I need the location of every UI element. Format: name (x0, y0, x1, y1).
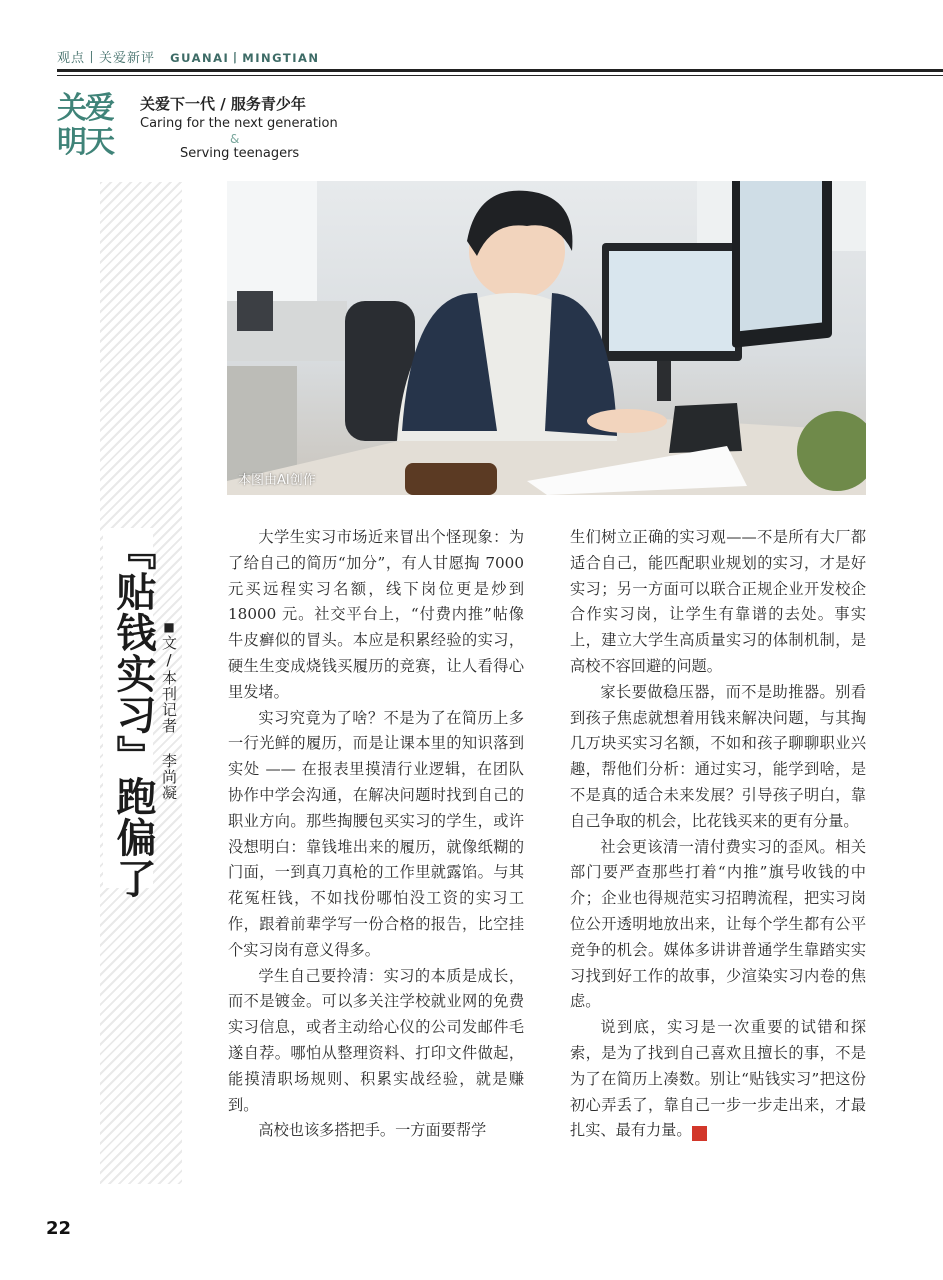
paragraph-continued: 生们树立正确的实习观——不是所有大厂都适合自己，能匹配职业规划的实习，才是好实习；另一方面可以联合正规企业开发校企合作实习岗，让学生有靠谱的去处。事实上，建立大学生高质量实习的体制机制，是高校不容回避的问题。 (570, 528, 866, 675)
section-header (57, 47, 320, 66)
magazine-logo (57, 92, 121, 160)
header-rule (57, 69, 943, 72)
slogan (140, 94, 338, 162)
office-illustration (227, 181, 866, 495)
illustration-photo (227, 181, 866, 495)
section-label-en: GUANAI丨MINGTIAN (170, 51, 320, 65)
logo-line-2: 明天 (57, 125, 113, 160)
byline-mark: ■ (162, 620, 176, 635)
slogan-cn: 关爱下一代 / 服务青少年 (140, 95, 306, 113)
slogan-en-2: Serving teenagers (180, 146, 300, 161)
paragraph: 社会更该清一清付费实习的歪风。相关部门要严查那些打着“内推”旗号收钱的中介；企业也得规范实习招聘流程，把实习岗位公开透明地放出来，让每个学生都有公平竞争的机会。媒体多讲讲普通学生靠踏实实习找到好工作的故事，少渲染实习内卷的焦虑。 (570, 837, 866, 1011)
photo-caption: 本图由AI创作 (238, 473, 316, 488)
paragraph: 大学生实习市场近来冒出个怪现象：为了给自己的简历“加分”，有人甘愿掏 7000 元买远程实习名额，线下岗位更是炒到 18000 元。社交平台上，“付费内推”帖像牛皮癣似的冒头。本应是积累经验的实习，硬生生变成烧钱买履历的竞赛，让人看得心里发堵。 (228, 528, 524, 701)
paragraph: 实习究竟为了啥？不是为了在简历上多一行光鲜的履历，而是让课本里的知识落到实处 —— 在报表里摸清行业逻辑，在团队协作中学会沟通，在解决问题时找到自己的职业方向。那些掏腰包买实习的学生，或许没想明白：靠钱堆出来的履历，就像纸糊的门面，一到真刀真枪的工作里就露馅。与其花冤枉钱，不如找份哪怕没工资的实习工作，跟着前辈学写一份合格的报告，比空挂个实习岗有意义得多。 (228, 708, 524, 959)
article-column-2 (570, 525, 866, 1144)
paragraph-final (570, 1015, 866, 1144)
byline-text: 文/本刊记者 李尚凝 (160, 635, 178, 801)
article-column-1 (228, 525, 524, 1144)
page-number: 22 (46, 1218, 72, 1239)
article-title: 『贴钱实习』跑偏了 (110, 530, 156, 899)
paragraph: 高校也该多搭把手。一方面要帮学 (258, 1121, 487, 1140)
slogan-en-1: Caring for the next generation (140, 116, 338, 131)
paragraph: 学生自己要拎清：实习的本质是成长，而不是镀金。可以多关注学校就业网的免费实习信息，或者主动给心仪的公司发邮件毛遂自荐。哪怕从整理资料、打印文件做起，能摸清职场规则、积累实战经验，就是赚到。 (228, 966, 524, 1114)
header-rule-thin (57, 75, 943, 76)
end-mark-icon: 关 (692, 1126, 707, 1141)
paragraph-final-text: 说到底，实习是一次重要的试错和探索，是为了找到自己喜欢且擅长的事，不是为了在简历上凑数。别让“贴钱实习”把这份初心弄丢了，靠自己一步一步走出来，才最扎实、最有力量。 (570, 1018, 866, 1140)
logo-line-1: 关爱 (57, 91, 113, 126)
section-label: 观点丨关爱新评 (57, 51, 156, 66)
paragraph: 家长要做稳压器，而不是助推器。别看到孩子焦虑就想着用钱来解决问题，与其掏几万块买实习名额，不如和孩子聊聊职业兴趣，帮他们分析：通过实习，能学到啥，是不是真的适合未来发展？引导孩子明白，靠自己争取的机会，比花钱买来的更有分量。 (570, 682, 866, 830)
slogan-ampersand: & (230, 132, 240, 146)
byline (155, 620, 179, 801)
